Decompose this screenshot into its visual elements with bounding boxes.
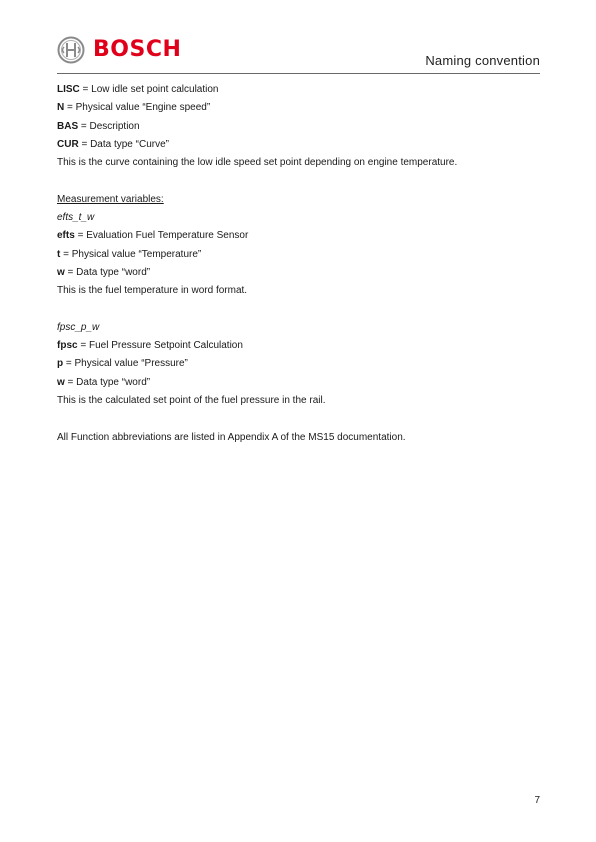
section-heading: Measurement variables: xyxy=(57,193,164,205)
definition-text: = Description xyxy=(78,120,140,132)
abbreviation: p xyxy=(57,358,64,370)
bosch-emblem-icon xyxy=(57,36,85,64)
definition-line xyxy=(57,118,540,136)
definition-text: = Physical value “Temperature” xyxy=(60,248,202,260)
definition-line xyxy=(57,355,540,373)
definition-text: = Evaluation Fuel Temperature Sensor xyxy=(74,230,249,242)
abbreviation: CUR xyxy=(57,138,79,150)
definition-line xyxy=(57,246,540,264)
definition-line xyxy=(57,81,540,99)
abbreviation: N xyxy=(57,102,65,114)
summary-line: This is the calculated set point of the fuel pressure in the rail. xyxy=(57,395,326,407)
definition-line xyxy=(57,374,540,392)
brand-name: BOSCH xyxy=(93,37,182,62)
variable-name: fpsc_p_w xyxy=(57,321,100,333)
abbreviation: LISC xyxy=(57,84,80,95)
page-number: 7 xyxy=(534,795,540,806)
definition-text: = Fuel Pressure Setpoint Calculation xyxy=(77,340,243,352)
definition-text: = Physical value “Engine speed” xyxy=(64,102,211,114)
abbreviation: t xyxy=(57,248,61,260)
page-body xyxy=(57,81,540,447)
footer-note: All Function abbreviations are listed in Appendix A of the MS15 documentation. xyxy=(57,431,406,443)
spacer xyxy=(57,410,540,428)
variable-name: efts_t_w xyxy=(57,212,95,224)
summary-line: This is the fuel temperature in word format. xyxy=(57,285,248,297)
abbreviation: BAS xyxy=(57,120,79,132)
definition-text: = Physical value “Pressure” xyxy=(63,358,188,370)
abbreviation: fpsc xyxy=(57,340,78,352)
definition-line xyxy=(57,227,540,245)
abbreviation: w xyxy=(57,376,65,388)
spacer xyxy=(57,172,540,190)
document-title: Naming convention xyxy=(425,53,540,68)
definition-text: = Low idle set point calculation xyxy=(79,84,219,95)
bosch-logo xyxy=(57,35,181,65)
definition-text: = Data type “word” xyxy=(64,376,151,388)
summary-line: This is the curve containing the low idle speed set point depending on engine temperature. xyxy=(57,157,458,169)
abbreviation: w xyxy=(57,266,65,278)
definition-line xyxy=(57,337,540,355)
spacer xyxy=(57,301,540,319)
definition-text: = Data type “Curve” xyxy=(78,138,169,150)
definition-line xyxy=(57,136,540,154)
definition-line xyxy=(57,264,540,282)
page-header xyxy=(57,35,540,73)
definition-text: = Data type “word” xyxy=(64,266,151,278)
header-divider xyxy=(57,73,540,74)
definition-line xyxy=(57,99,540,117)
abbreviation: efts xyxy=(57,230,75,242)
